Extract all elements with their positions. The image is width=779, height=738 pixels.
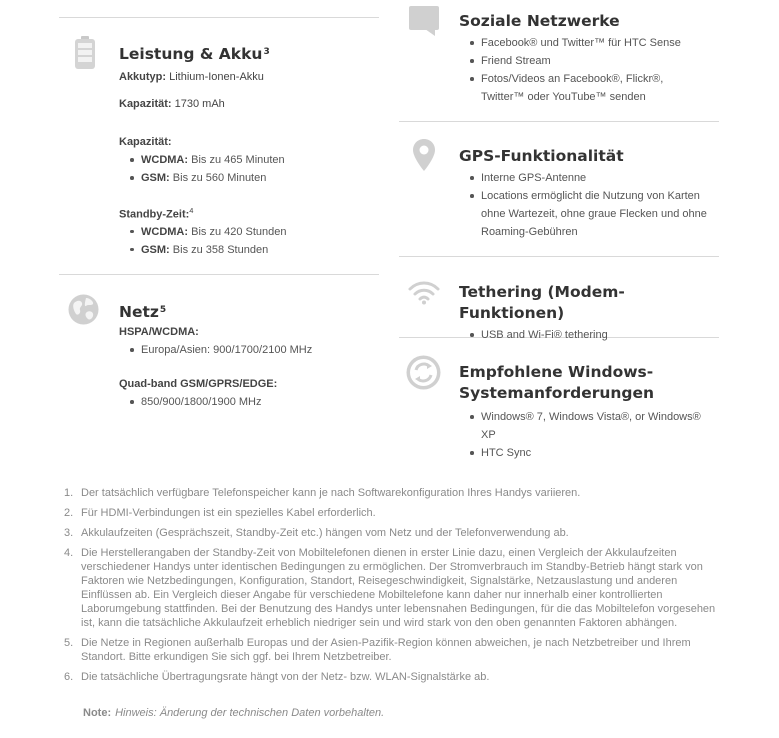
list-item: HTC Sync bbox=[481, 444, 719, 462]
talk-time-list bbox=[119, 151, 369, 187]
footnote: 4. Die Herstellerangaben der Standby-Zeit von Mobiltelefonen dienen in erster Linie dazu, einen Vergleich der Akkulaufzeiten verschiedener Handys unter identischen Bedingungen zu ermöglichen. Der Stromverbrauch im Standby-Betrieb hängt stark von Faktoren wie Netzbedingungen, Konfiguration, Standort, Reisegeschwindigkeit, Signalstärke, Netzauslastung und anderen Einflüssen ab. Ein Vergleich dieser Angabe für verschiedene Mobiltelefone kann daher nur innerhalb einer kontrollierten Laborumgebung stattfinden. Bei der Benutzung des Handys unter lebensnahen Bedingungen, für die das Mobiltelefon vorgesehen ist, kann die tatsächliche Akkulaufzeit erheblich niedriger sein und wird stark von den oben genannten Faktoren abhängen. bbox=[64, 547, 716, 629]
battery-capacity: Kapazität: 1730 mAh bbox=[119, 98, 225, 110]
footnote: 6. Die tatsächliche Übertragungsrate hängt von der Netz- bzw. WLAN-Signalstärke ab. bbox=[64, 671, 490, 683]
tethering-list bbox=[459, 326, 719, 344]
gps-list bbox=[459, 169, 719, 241]
battery-type: Akkutyp: Lithium-Ionen-Akku bbox=[119, 71, 264, 83]
windows-section bbox=[459, 362, 719, 462]
sync-icon bbox=[406, 355, 441, 395]
hspa-list bbox=[119, 341, 369, 359]
battery-icon bbox=[74, 36, 96, 75]
footnote: 3. Akkulaufzeiten (Gesprächszeit, Standby-Zeit etc.) hängen vom Netz und der Telefonverwendung ab. bbox=[64, 527, 569, 539]
quad-band-list bbox=[119, 393, 369, 411]
speech-bubble-icon bbox=[408, 5, 440, 42]
hspa-label: HSPA/WCDMA: bbox=[119, 326, 199, 338]
footnotes bbox=[62, 486, 722, 690]
section-title: Tethering (Modem-Funktionen) bbox=[459, 283, 625, 322]
note: Note: Hinweis: Änderung der technischen Daten vorbehalten. bbox=[83, 707, 385, 719]
list-item: WCDMA: Bis zu 420 Stunden bbox=[141, 223, 369, 241]
location-pin-icon bbox=[412, 138, 436, 177]
list-item: Facebook® und Twitter™ für HTC Sense bbox=[481, 34, 719, 52]
quad-band-label: Quad-band GSM/GPRS/EDGE: bbox=[119, 378, 278, 390]
windows-list bbox=[459, 408, 719, 462]
section-title: GPS-Funktionalität bbox=[459, 147, 624, 165]
wifi-icon bbox=[407, 279, 441, 310]
standby-list bbox=[119, 223, 369, 259]
list-item: Windows® 7, Windows Vista®, or Windows® XP bbox=[481, 408, 709, 444]
list-item: GSM: Bis zu 358 Stunden bbox=[141, 241, 369, 259]
section-title: Netz$^5$ bbox=[119, 303, 167, 321]
section-title: Leistung & Akku$^3$ bbox=[119, 45, 270, 63]
list-item: Friend Stream bbox=[481, 52, 719, 70]
footnote: 1. Der tatsächlich verfügbare Telefonspeicher kann je nach Softwarekonfiguration Ihres Handys variieren. bbox=[64, 487, 581, 499]
section-title: Empfohlene Windows-Systemanforderungen bbox=[459, 363, 655, 402]
tethering-section bbox=[459, 282, 719, 344]
footnote: 5. Die Netze in Regionen außerhalb Europas und der Asien-Pazifik-Region können abweichen, je nach Netzbetreiber und Ihrem Standort. Bitte erkundigen Sie sich ggf. bei Ihrem Netzbetreiber. bbox=[64, 637, 691, 663]
globe-icon bbox=[68, 294, 99, 330]
divider bbox=[59, 274, 379, 275]
divider bbox=[399, 121, 719, 122]
gps-section bbox=[459, 146, 719, 241]
list-item: WCDMA: Bis zu 465 Minuten bbox=[141, 151, 369, 169]
divider bbox=[59, 17, 379, 18]
social-section bbox=[459, 11, 719, 106]
list-item: Europa/Asien: 900/1700/2100 MHz bbox=[141, 341, 369, 359]
list-item: Fotos/Videos an Facebook®, Flickr®, Twitter™ oder YouTube™ senden bbox=[481, 70, 681, 106]
list-item: Locations ermöglicht die Nutzung von Karten ohne Wartezeit, ohne graue Flecken und ohne Roaming-Gebühren bbox=[481, 187, 709, 241]
list-item: GSM: Bis zu 560 Minuten bbox=[141, 169, 369, 187]
social-list bbox=[459, 34, 719, 106]
list-item: 850/900/1800/1900 MHz bbox=[141, 393, 369, 411]
standby-label: Standby-Zeit:$^4$ bbox=[119, 206, 194, 221]
footnote: 2. Für HDMI-Verbindungen ist ein spezielles Kabel erforderlich. bbox=[64, 507, 376, 519]
section-title: Soziale Netzwerke bbox=[459, 12, 620, 30]
divider bbox=[399, 256, 719, 257]
talk-time-label: Kapazität: bbox=[119, 136, 172, 148]
list-item: USB and Wi-Fi® tethering bbox=[481, 326, 719, 344]
list-item: Interne GPS-Antenne bbox=[481, 169, 719, 187]
battery-section bbox=[119, 44, 369, 259]
network-section bbox=[119, 302, 369, 411]
